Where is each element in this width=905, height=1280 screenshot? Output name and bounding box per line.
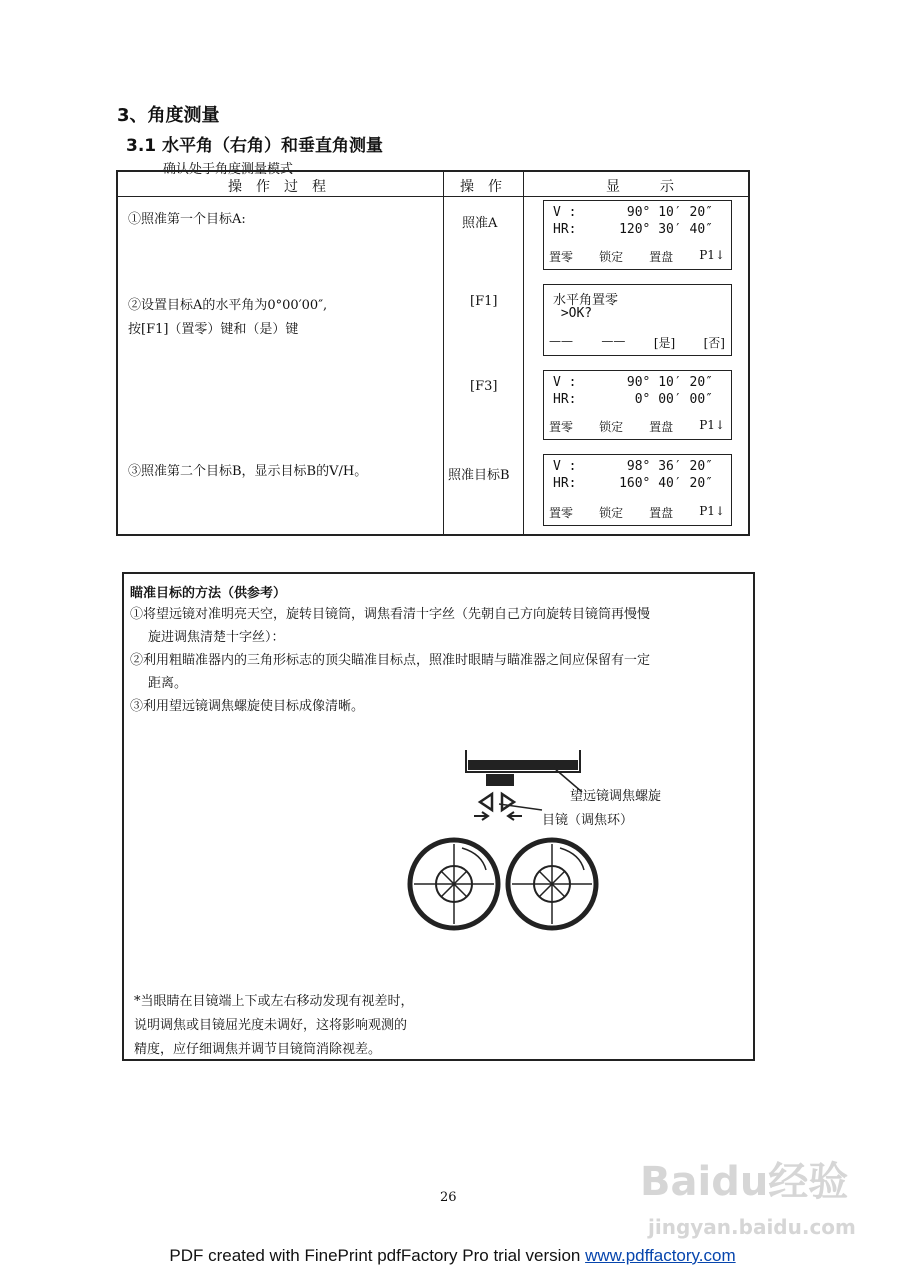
label-focus-knob: 望远镜调焦螺旋 [570,789,662,804]
aiming-method-box [122,572,755,1061]
lcd-line: >OK? [553,306,593,321]
procedure-table [116,170,750,536]
footer-link[interactable]: www.pdffactory.com [585,1246,736,1265]
lcd-label: V : [553,375,577,390]
softkey-label: 锁定 [599,250,624,264]
pdf-footer [0,1246,905,1266]
op-4: 照准目标B [448,468,510,483]
lcd-label: V : [553,205,577,220]
softkey-label: 置盘 [649,250,674,264]
aiming-item: ②利用粗瞄准器内的三角形标志的顶尖瞄准目标点，照准时眼睛与瞄准器之间应保留有一定 [130,653,651,668]
lcd-value: 0° 00′ 00″ [634,392,713,407]
softkey-label: 置盘 [649,420,674,434]
lcd-line: 水平角置零 [553,293,619,308]
header-operation: 操作 [460,179,516,195]
baidu-watermark [640,1150,856,1239]
op-2: [F1] [470,294,498,309]
subsection-heading: 3.1 水平角（右角）和垂直角测量 [126,136,384,156]
softkey-label: P1↓ [699,504,725,518]
header-procedure: 操作过程 [228,179,340,195]
intro-text: 确认处于角度测量模式 [163,162,294,177]
op-3: [F3] [470,379,498,394]
softkey-label: —— [601,334,626,348]
aiming-title: 瞄准目标的方法（供参考） [130,586,287,601]
parallax-note: 精度，应仔细调焦并调节目镜筒消除视差。 [134,1042,382,1057]
step-2: ②设置目标A的水平角为0°00′00″, 按[F1]（置零）键和（是）键 [128,298,328,337]
softkey-label: 置零 [549,506,574,520]
lcd-label: HR: [553,392,577,407]
step-1: ①照准第一个目标A: [128,212,246,227]
lcd-label: HR: [553,476,577,491]
lcd-value: 90° 10′ 20″ [626,375,713,390]
aiming-item: 旋进调焦清楚十字丝）： [148,630,285,645]
lcd-display-1 [543,200,732,270]
footer-text: PDF created with FinePrint pdfFactory Pro trial version [169,1246,586,1265]
parallax-note: 说明调焦或目镜屈光度未调好，这将影响观测的 [134,1018,408,1033]
softkey-label: 置零 [549,420,574,434]
lcd-display-4 [543,454,732,526]
telescope-diagram [404,744,724,954]
lcd-label: V : [553,459,577,474]
softkey-label: 锁定 [599,420,624,434]
lcd-display-2 [543,284,732,356]
aiming-item: 距离。 [148,676,188,691]
step-3: ③照准第二个目标B，显示目标B的V/H。 [128,464,368,479]
lcd-value: 120° 30′ 40″ [619,222,713,237]
softkey-label: 置零 [549,250,574,264]
page-number: 26 [440,1190,457,1205]
lcd-value: 160° 40′ 20″ [619,476,713,491]
aiming-item: ③利用望远镜调焦螺旋使目标成像清晰。 [130,699,365,714]
softkey-label: P1↓ [699,248,725,262]
softkey-label: 锁定 [599,506,624,520]
lcd-value: 98° 36′ 20″ [626,459,713,474]
softkey-label: [否] [703,336,725,350]
op-1: 照准A [462,216,498,231]
lcd-value: 90° 10′ 20″ [626,205,713,220]
parallax-note: *当眼睛在目镜端上下或左右移动发现有视差时， [134,994,414,1009]
softkey-label: [是] [653,336,676,350]
lcd-label: HR: [553,222,577,237]
lcd-display-3 [543,370,732,440]
watermark-brand: Baidu经验 [640,1159,849,1205]
softkey-label: —— [549,334,573,348]
header-display: 显示 [606,179,714,195]
softkey-label: P1↓ [699,418,725,432]
section-heading: 3、角度测量 [117,105,220,126]
watermark-url: jingyan.baidu.com [648,1215,856,1239]
label-eyepiece: 目镜（调焦环） [542,813,634,828]
softkey-label: 置盘 [649,506,674,520]
aiming-item: ①将望远镜对准明亮天空，旋转目镜筒，调焦看清十字丝（先朝自己方向旋转目镜筒再慢慢 [130,607,651,622]
